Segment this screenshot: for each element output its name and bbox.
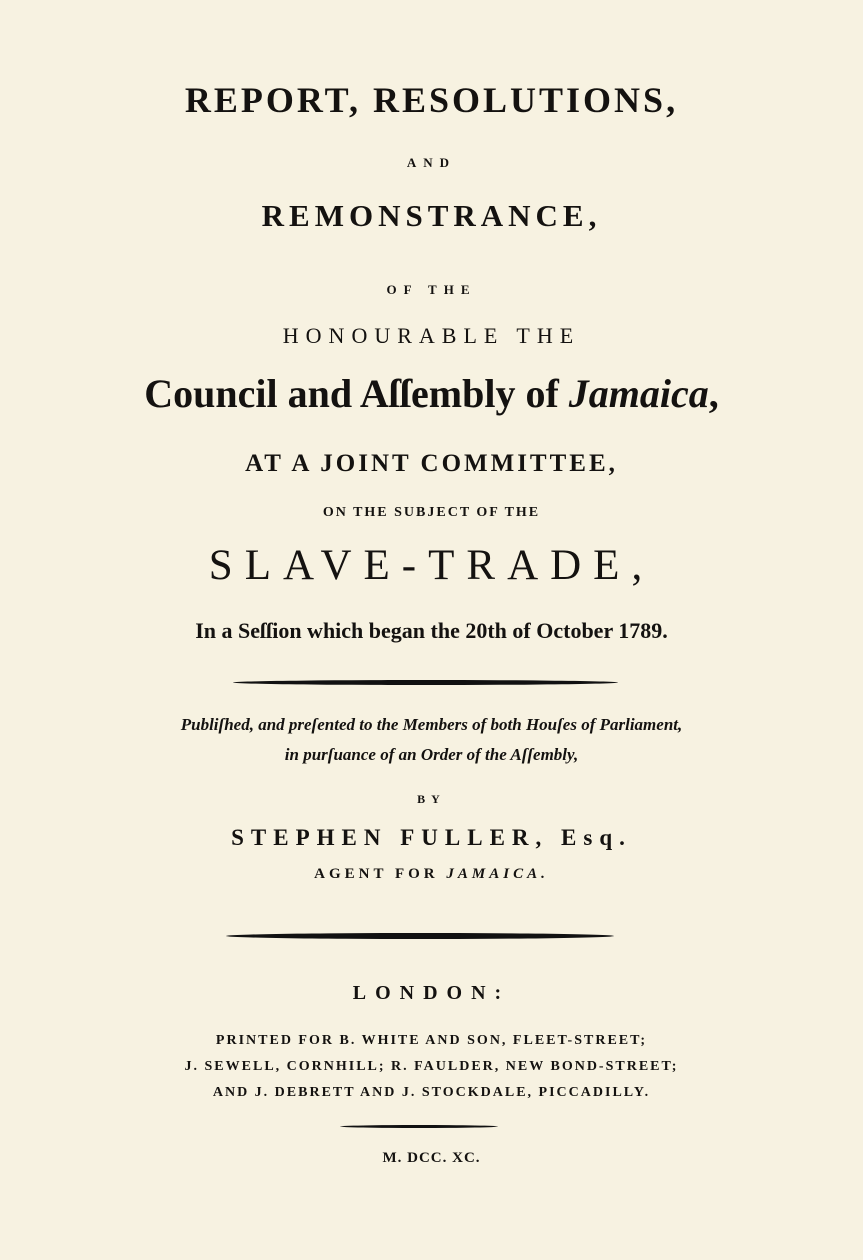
divider-rule <box>233 680 618 685</box>
council-comma: , <box>708 371 719 416</box>
title-session: In a Seſſion which began the 20th of October 1789. <box>195 618 668 643</box>
agent-text: AGENT FOR <box>314 866 447 882</box>
author-name: STEPHEN FULLER, Esq. <box>231 825 632 850</box>
divider-rule <box>226 933 614 939</box>
agent-place: JAMAICA. <box>446 866 549 882</box>
publication-by: BY <box>417 792 446 806</box>
title-honourable: HONOURABLE THE <box>282 323 581 348</box>
publication-pursuance: in purſuance of an Order of the Aſſembly, <box>284 745 579 764</box>
imprint-printer-line: AND J. DEBRETT AND J. STOCKDALE, PICCADILLY. <box>212 1085 651 1100</box>
title-subject: ON THE SUBJECT OF THE <box>322 505 541 520</box>
title-slave-trade: SLAVE-TRADE, <box>208 542 655 589</box>
title-council-assembly <box>0 371 863 416</box>
title-joint-committee: AT A JOINT COMMITTEE, <box>245 450 618 477</box>
title-line-report: REPORT, RESOLUTIONS, <box>184 80 679 120</box>
imprint-printer-line: PRINTED FOR B. WHITE AND SON, FLEET-STREET; <box>215 1033 648 1048</box>
title-conjunction-and: AND <box>406 155 457 170</box>
title-of-the: OF THE <box>386 282 477 297</box>
title-line-remonstrance: REMONSTRANCE, <box>261 198 602 233</box>
publication-statement: Publiſhed, and preſented to the Members of both Houſes of Parliament, <box>180 715 683 734</box>
imprint-printer-line: J. SEWELL, CORNHILL; R. FAULDER, NEW BOND-STREET; <box>184 1059 679 1074</box>
council-place: Jamaica <box>568 371 709 416</box>
imprint-city: LONDON: <box>352 982 511 1004</box>
divider-rule <box>340 1125 498 1128</box>
imprint-year: M. DCC. XC. <box>382 1150 481 1166</box>
council-text: Council and Aſſembly of <box>144 371 569 416</box>
author-role <box>0 867 863 882</box>
